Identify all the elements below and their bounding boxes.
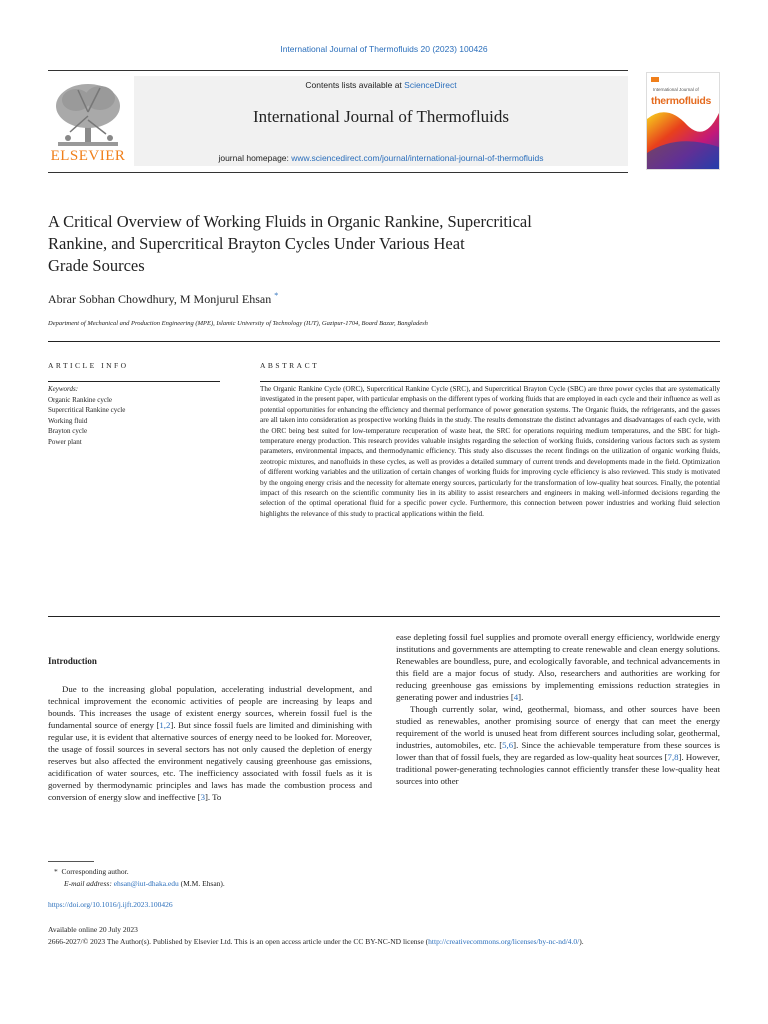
contents-line [134,80,628,90]
contents-prefix: Contents lists available at [305,80,405,90]
sciencedirect-link[interactable]: ScienceDirect [404,80,457,90]
title-line: Rankine, and Supercritical Brayton Cycles Under Various Heat [48,234,465,253]
abstract-text: The Organic Rankine Cycle (ORC), Supercritical Rankine Cycle (SRC), and Supercritical Brayton Cycle (SBC) are three power cycles that are systematically investigated in the present paper, with particular emphasis on the different types of working fluids that are employed in each cycle and their influence as well as potential opportunities for enhancing the efficiency and thermal performance of power generation systems. The Organic fluids, the refrigerants, and the gasses are all taken into consideration as prospective working fluids in the study. The results demonstrate the distinct advantages and disadvantages of each cycle, with the ORC being best suited for low-temperature recuperation of waste heat, the SRC for operations requiring medium temperatures, and the SBC for high-temperature energy production. This research provides valuable insights regarding the selection of working fluids, considering various factors such as system parameters, environmental impacts, and thermodynamic efficiency. This study also discusses the recent findings on the utilization of organic working fluids, zeotropic mixtures, and nanofluids in these cycles, as well as provides a detailed summary of current trends and developments made in the field. Optimization of different working variables and the utilization of certain changes of working fluids for improving cycle efficiency is also reviewed. This study is motivated by the ongoing energy crisis and the necessity for alternate energy sources, particularly for the transformation of low-quality heat sources. Finally, the potential impact of this research on the scientific community lies in its ability to assist researchers and engineers in making well-informed decisions regarding the selection of the optimal operational fluid for a specific power cycle. Furthermore, this connection between power industries and working fluid selection highlights the relevance of this study to practical applications within the field. [260,385,720,518]
citation-link[interactable]: 5,6 [502,740,514,750]
license-statement [48,936,720,947]
citation-link[interactable]: 3 [200,792,205,802]
keyword: Brayton cycle [48,427,88,435]
body-paragraph [48,683,372,803]
license-text-end: ). [579,937,584,946]
homepage-prefix: journal homepage: [218,153,292,163]
footnote-mark: * [54,867,58,876]
text-run: ease depleting fossil fuel supplies and promote overall energy efficiency, worldwide energy institutions and governments are attempting to create renewable and clean energy solutions. Renewables are boundless, pure, and ecologically favorable, and technical advancements in this field are a major focus of study. Also, researchers and authorities are working for reducing greenhouse gas emissions by implementing emissions reduction strategies in generating power and industries [ [396,632,720,702]
homepage-line [134,153,628,163]
corresponding-author-mark[interactable]: * [274,291,279,300]
available-online: Available online 20 July 2023 [48,925,138,934]
citation-link[interactable]: 1,2 [159,720,171,730]
corresponding-footnote [54,867,129,876]
article-info-heading: ARTICLE INFO [48,361,129,370]
abstract-rule [260,381,720,382]
citation-link[interactable]: 7,8 [667,752,679,762]
email-footnote [64,879,225,888]
journal-cover [646,72,720,170]
text-run: Due to the increasing global population, accelerating industrial development, and technical improvement the economic activities of people are increasing by leaps and bounds. This increases the usage of existent energy sources, wherein fossil fuel is the fundamental source of energy [ [48,684,372,730]
citation-link[interactable]: 4 [513,692,519,702]
body-paragraph [396,703,720,787]
license-text: 2666-2027/© 2023 The Author(s). Published by Elsevier Ltd. This is an open access article under the CC BY-NC-ND license ( [48,937,429,946]
body-paragraph [396,631,720,703]
article-title [48,211,638,277]
email-label: E-mail address: [64,879,114,888]
title-line: Grade Sources [48,256,145,275]
email-owner: (M.M. Ehsan). [178,879,225,888]
keyword: Working fluid [48,416,88,425]
affiliation: Department of Mechanical and Production Engineering (MPE), Islamic University of Technology (IUT), Gazipur-1704, Board Bazar, Bangladesh [48,320,428,327]
keywords-label: Keywords: [48,385,79,393]
abstract-heading: ABSTRACT [260,361,320,370]
text-run: ]. [518,692,524,702]
footnote-rule [48,861,94,862]
author-list [48,291,278,307]
journal-homepage-link[interactable]: www.sciencedirect.com/journal/international-journal-of-thermofluids [291,153,544,163]
text-run: ]. To [205,792,222,802]
text-run: Though currently solar, wind, geothermal, biomass, and other sources have been studied as renewables, another promising source of energy that can meet the energy requirement of the world is unused heat from different sources including solar, geothermal, industries, automobiles, etc. [ [396,704,720,750]
journal-name: International Journal of Thermofluids [252,107,510,126]
keyword: Organic Rankine cycle [48,395,113,404]
text-run: ]. However, traditional power-generating technologies cannot efficiently transfer these low-quality heat sources into other [396,752,720,786]
text-run: ]. Since the achievable temperature from these sources is lower than that of fossil fuels, they are regarded as low-quality heat sources [ [396,740,720,762]
keyword: Supercritical Rankine cycle [48,406,126,414]
body-right-column [396,631,720,787]
article-info-rule [48,381,220,382]
introduction-heading: Introduction [48,656,97,666]
footnote-text: Corresponding author. [61,867,129,876]
elsevier-wordmark: ELSEVIER [50,148,126,164]
cover-title: thermofluids [651,95,711,107]
author-email-link[interactable]: ehsan@iut-dhaka.edu [113,879,179,888]
running-head[interactable]: International Journal of Thermofluids 20 (2023) 100426 [280,44,488,54]
header-top-rule [48,70,628,71]
keyword: Power plant [48,437,82,446]
title-line: A Critical Overview of Working Fluids in Organic Rankine, Supercritical [48,212,532,231]
header-bottom-rule [48,172,628,173]
cover-small-title: International Journal of [653,87,699,92]
body-left-column [48,683,372,803]
keywords-block [48,384,218,447]
abstract-bottom-rule [48,616,720,617]
doi-link[interactable]: https://doi.org/10.1016/j.ijft.2023.100426 [48,900,173,909]
text-run: ]. But since fossil fuels are limited and diminishing with regular use, it is evident that alternative sources of energy need to be looked for. Moreover, the usage of fossil sources in several sectors has not only caused the depletion of energy reserves but also affected the environment negatively causing greenhouse gas emissions, acidification of water sources, etc. The inefficiency associated with fossil fuels as it is governed by thermodynamic principles and laws has made the combustion process and conversion of energy slow and ineffective [ [48,720,372,802]
author-names: Abrar Sobhan Chowdhury, M Monjurul Ehsan [48,292,272,306]
license-link[interactable]: http://creativecommons.org/licenses/by-nc-nd/4.0/ [428,937,580,946]
affiliation-rule [48,341,720,342]
